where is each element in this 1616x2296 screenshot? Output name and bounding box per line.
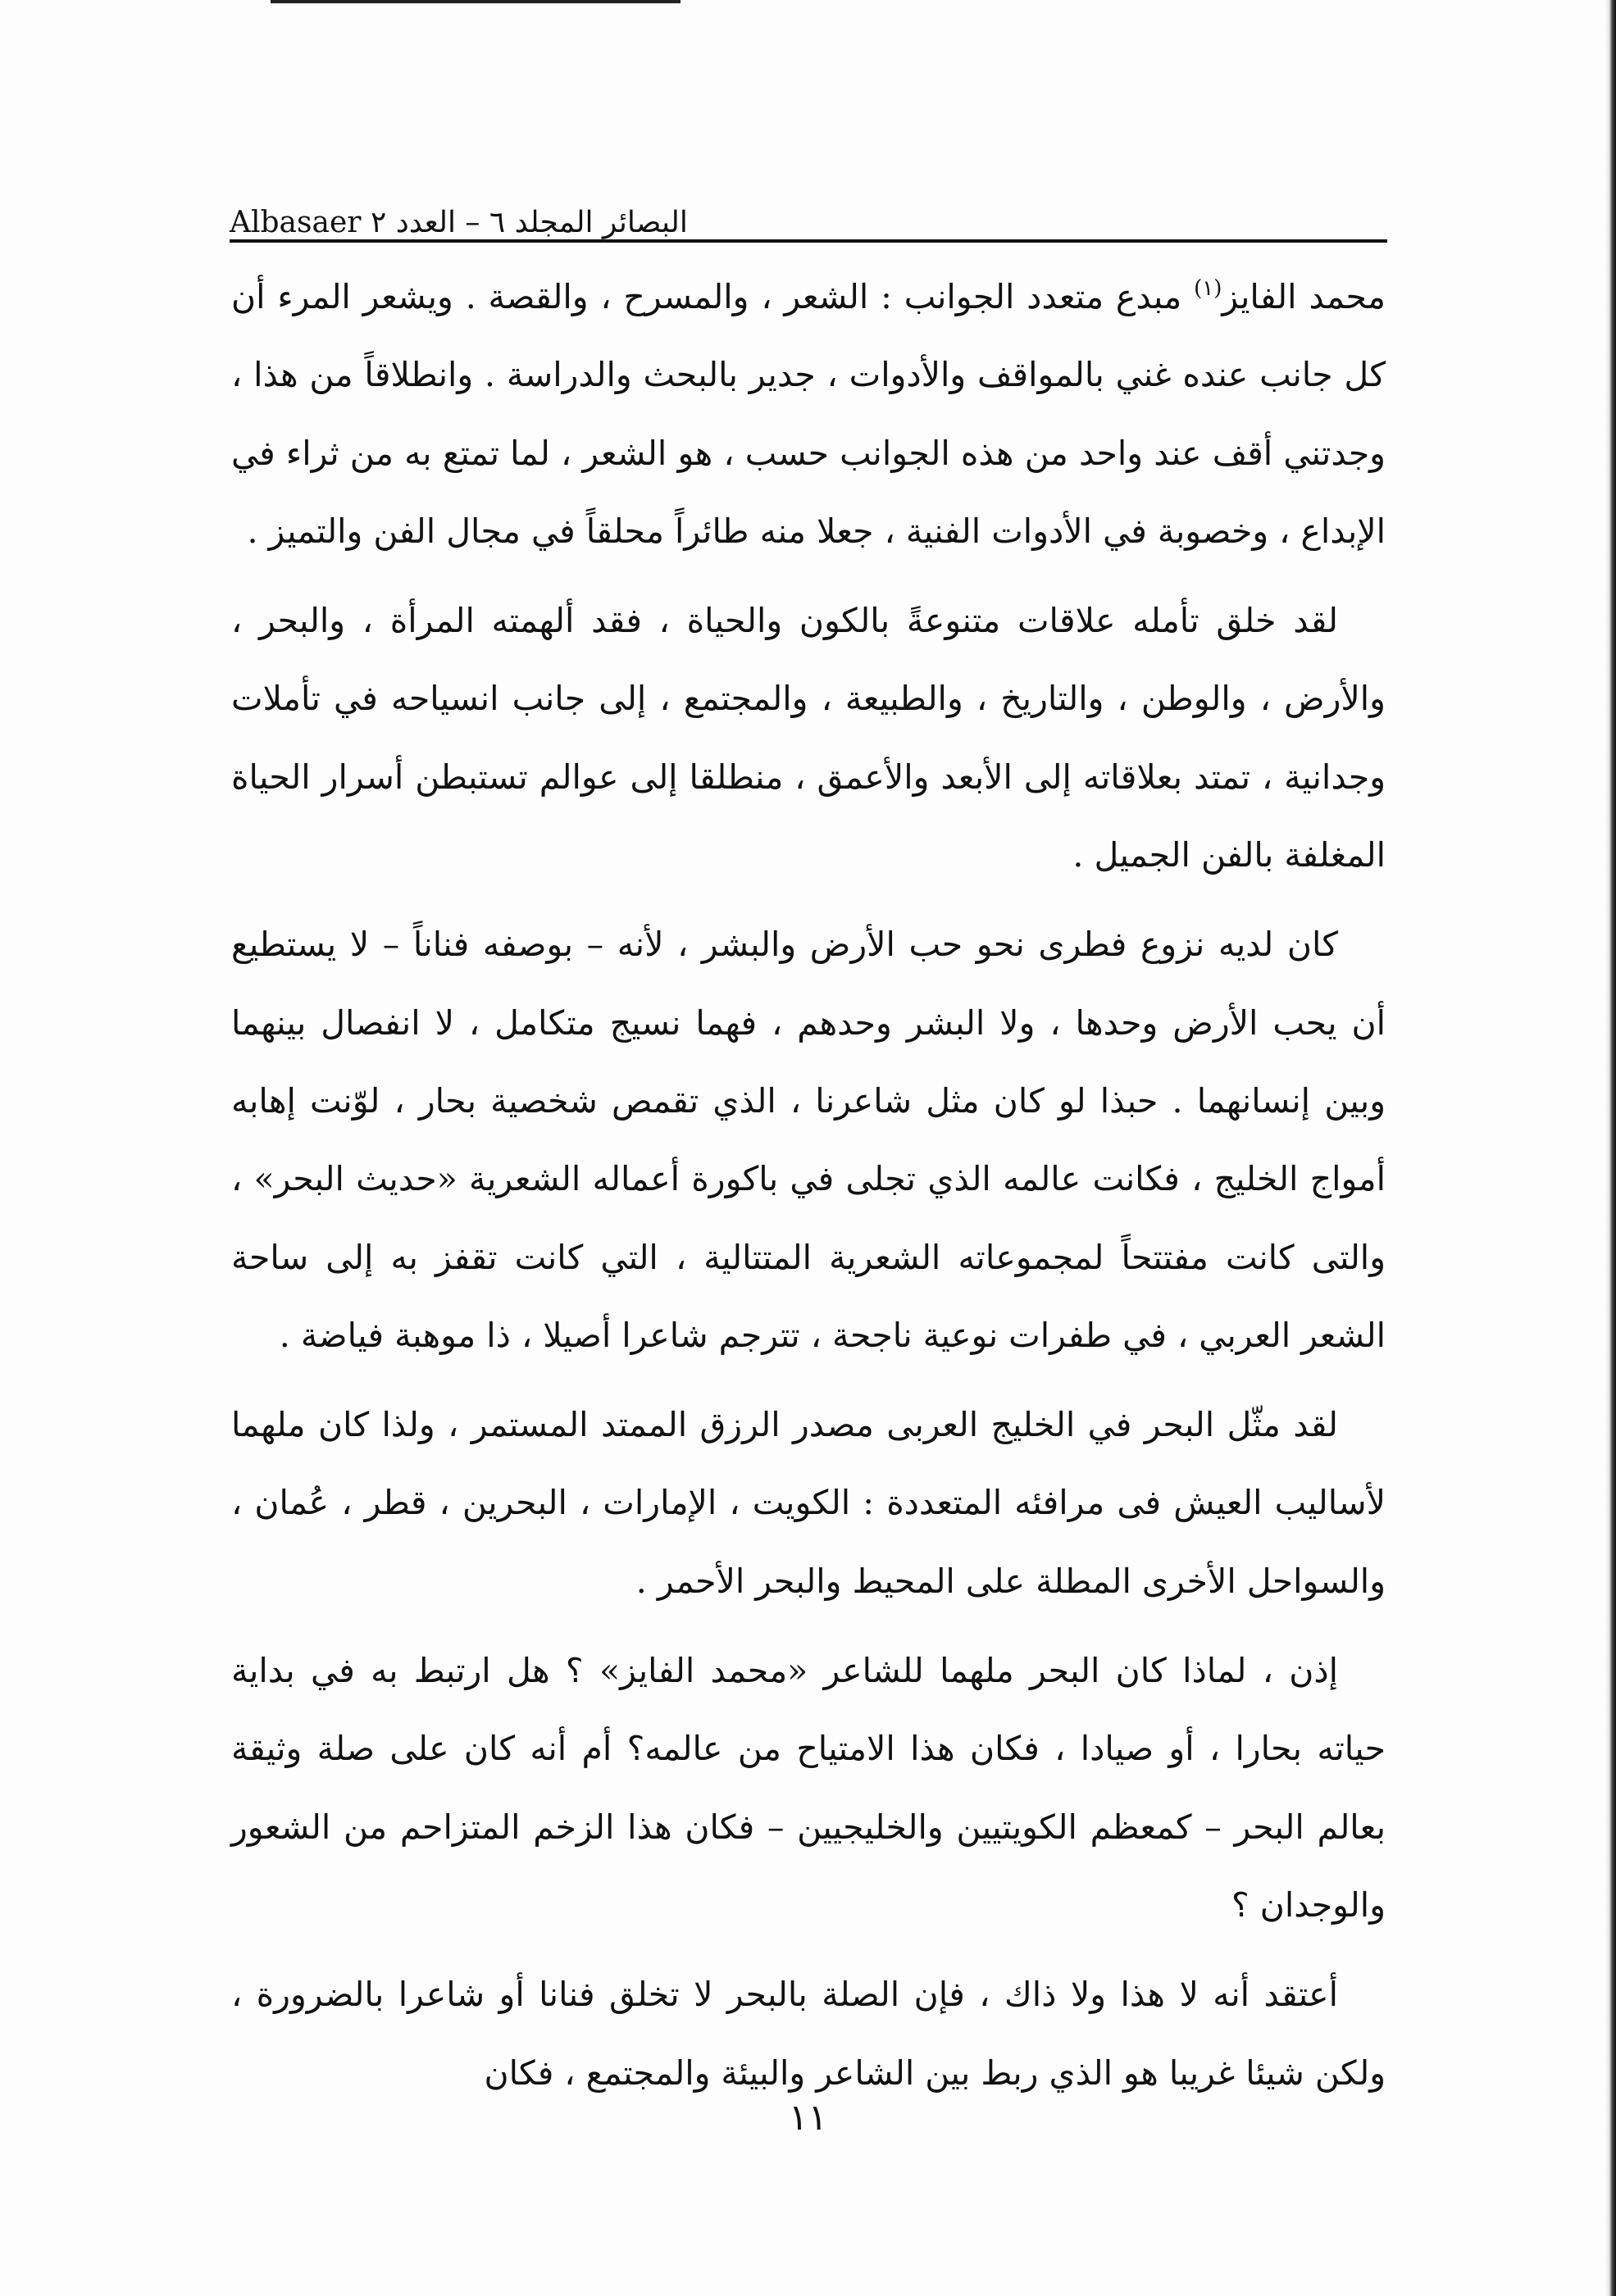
paragraph-1 xyxy=(231,250,1386,571)
footnote-marker: (١) xyxy=(1194,276,1222,301)
paragraph-1-text: مبدع متعدد الجوانب : الشعر ، والمسرح ، والقصة . ويشعر المرء أن كل جانب عنده غني بالمواقف والأدوات ، جدير بالبحث والدراسة . وانطلاقاً من هذا ، وجدتني أقف عند واحد من هذه الجوانب حسب ، هو الشعر ، لما تمتع به من ثراء في الإبداع ، وخصوبة في الأدوات الفنية ، جعلا منه طائراً محلقاً في مجال الفن والتميز . xyxy=(231,277,1386,551)
paragraph-3: كان لديه نزوع فطرى نحو حب الأرض والبشر ، لأنه – بوصفه فناناً – لا يستطيع أن يحب الأرض وحدها ، ولا البشر وحدهم ، فهما نسيج متكامل ، لا انفصال بينهما وبين إنسانهما . حبذا لو كان مثل شاعرنا ، الذي تقمص شخصية بحار ، لوّنت إهابه أمواج الخليج ، فكانت عالمه الذي تجلى في باكورة أعماله الشعرية «حديث البحر» ، والتى كانت مفتتحاً لمجموعاته الشعرية المتتالية ، التي كانت تقفز به إلى ساحة الشعر العربي ، في طفرات نوعية ناجحة ، تترجم شاعرا أصيلا ، ذا موهبة فياضة . xyxy=(231,925,1386,1355)
paragraph-5: إذن ، لماذا كان البحر ملهما للشاعر «محمد الفايز» ؟ هل ارتبط به في بداية حياته بحارا ، أو صيادا ، فكان هذا الامتياح من عالمه؟ أم أنه كان على صلة وثيقة بعالم البحر – كمعظم الكويتيين والخليجيين – فكان هذا الزخم المتزاحم من الشعور والوجدان ؟ xyxy=(231,1651,1386,1925)
scan-edge-right xyxy=(1605,0,1616,2296)
header-rule xyxy=(230,239,1387,243)
scan-edge-top xyxy=(271,0,681,3)
article-body xyxy=(231,250,1386,2112)
paragraph-6: أعتقد أنه لا هذا ولا ذاك ، فإن الصلة بالبحر لا تخلق فنانا أو شاعرا بالضرورة ، ولكن شيئا غريبا هو الذي ربط بين الشاعر والبيئة والمجتمع ، فكان xyxy=(231,1975,1386,2093)
running-title: البصائر المجلد ٦ – العدد ٢ Albasaer xyxy=(230,206,688,240)
running-header xyxy=(230,182,1387,239)
page-number: ١١ xyxy=(788,2097,828,2139)
paragraph-4: لقد مثّل البحر في الخليج العربى مصدر الرزق الممتد المستمر ، ولذا كان ملهما لأساليب العيش فى مرافئه المتعددة : الكويت ، الإمارات ، البحرين ، قطر ، عُمان ، والسواحل الأخرى المطلة على المحيط والبحر الأحمر . xyxy=(231,1405,1386,1601)
paragraph-2: لقد خلق تأمله علاقات متنوعةً بالكون والحياة ، فقد ألهمته المرأة ، والبحر ، والأرض ، والوطن ، والتاريخ ، والطبيعة ، والمجتمع ، إلى جانب انسياحه في تأملات وجدانية ، تمتد بعلاقاته إلى الأبعد والأعمق ، منطلقا إلى عوالم تستبطن أسرار الحياة المغلفة بالفن الجميل . xyxy=(231,601,1386,875)
author-name: محمد الفايز xyxy=(1222,277,1386,316)
